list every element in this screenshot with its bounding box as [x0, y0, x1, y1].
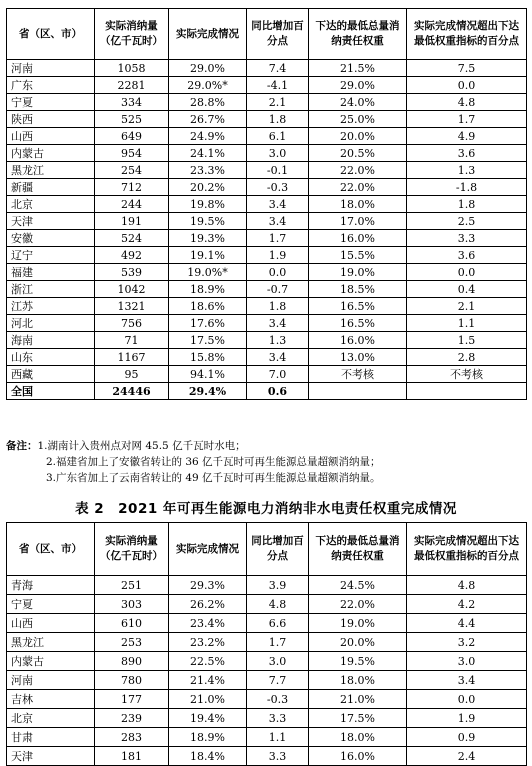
table-cell: 1.9 — [247, 247, 309, 264]
table-cell: 23.4% — [169, 614, 247, 633]
table-cell: 19.3% — [169, 230, 247, 247]
table-cell: 2.1 — [407, 298, 527, 315]
table-cell: 广东 — [7, 77, 95, 94]
table-cell: 吉林 — [7, 690, 95, 709]
table-cell: 3.4 — [247, 213, 309, 230]
table-row — [7, 332, 527, 349]
table-cell: 24.0% — [309, 94, 407, 111]
note-line-2: 2.福建省加上了安徽省转让的 36 亿千瓦时可再生能源总量超额消纳量； — [46, 456, 381, 468]
table-cell: 28.8% — [169, 94, 247, 111]
table-cell: 山西 — [7, 614, 95, 633]
table-row — [7, 162, 527, 179]
table-cell: 内蒙古 — [7, 145, 95, 162]
table-cell: 北京 — [7, 709, 95, 728]
table-row — [7, 298, 527, 315]
table-row — [7, 94, 527, 111]
table-cell: 辽宁 — [7, 247, 95, 264]
table-cell: 20.0% — [309, 633, 407, 652]
table-cell: 18.0% — [309, 728, 407, 747]
table-cell: 新疆 — [7, 179, 95, 196]
table-row — [7, 315, 527, 332]
table-cell: 780 — [95, 671, 169, 690]
table-row — [7, 111, 527, 128]
column-header: 实际完成情况超出下达最低权重指标的百分点 — [407, 523, 527, 576]
table-2-title: 表 2 2021 年可再生能源电力消纳非水电责任权重完成情况 — [75, 501, 457, 517]
table-cell: 0.0 — [407, 77, 527, 94]
table-cell: 2.8 — [407, 349, 527, 366]
column-header: 实际完成情况 — [169, 523, 247, 576]
table-cell: 2.1 — [247, 94, 309, 111]
table-cell: 西藏 — [7, 366, 95, 383]
table-cell: 19.0% — [309, 264, 407, 281]
total-cell — [309, 383, 407, 400]
table-cell: 181 — [95, 747, 169, 766]
table-cell: -0.1 — [247, 162, 309, 179]
table-cell: 3.0 — [247, 145, 309, 162]
header-row — [7, 9, 527, 60]
table-cell: 不考核 — [309, 366, 407, 383]
total-cell: 24446 — [95, 383, 169, 400]
table-row — [7, 196, 527, 213]
table-cell: 天津 — [7, 213, 95, 230]
table-cell: 4.4 — [407, 614, 527, 633]
table-cell: 甘肃 — [7, 728, 95, 747]
table-cell: 青海 — [7, 576, 95, 595]
table-cell: 18.6% — [169, 298, 247, 315]
table-cell: 13.0% — [309, 349, 407, 366]
table-cell: 1.7 — [407, 111, 527, 128]
table-cell: 29.0% — [309, 77, 407, 94]
table-cell: 4.8 — [247, 595, 309, 614]
table-row — [7, 747, 527, 766]
table-cell: 1.8 — [407, 196, 527, 213]
table-row — [7, 281, 527, 298]
table-cell: 1.8 — [247, 111, 309, 128]
table-cell: 3.3 — [247, 747, 309, 766]
table-2 — [6, 522, 527, 766]
table-cell: -0.3 — [247, 179, 309, 196]
table-cell: 2.4 — [407, 747, 527, 766]
table-cell: 17.5% — [309, 709, 407, 728]
total-cell: 29.4% — [169, 383, 247, 400]
table-row — [7, 366, 527, 383]
column-header: 实际完成情况 — [169, 9, 247, 60]
table-cell: 0.9 — [407, 728, 527, 747]
column-header: 下达的最低总量消纳责任权重 — [309, 9, 407, 60]
table-cell: 756 — [95, 315, 169, 332]
table-cell: 25.0% — [309, 111, 407, 128]
table-cell: 610 — [95, 614, 169, 633]
table-cell: 3.2 — [407, 633, 527, 652]
table-cell: 1058 — [95, 60, 169, 77]
table-cell: 河南 — [7, 671, 95, 690]
column-header: 同比增加百分点 — [247, 9, 309, 60]
table-cell: 7.0 — [247, 366, 309, 383]
header-row — [7, 523, 527, 576]
table-cell: 3.3 — [407, 230, 527, 247]
table-cell: 陕西 — [7, 111, 95, 128]
table-cell: 4.8 — [407, 576, 527, 595]
table-cell: 525 — [95, 111, 169, 128]
table-cell: 22.0% — [309, 179, 407, 196]
table-cell: 1.3 — [247, 332, 309, 349]
table-cell: 3.4 — [247, 315, 309, 332]
table-cell: 3.6 — [407, 145, 527, 162]
table-cell: 244 — [95, 196, 169, 213]
table-row — [7, 247, 527, 264]
table-cell: -4.1 — [247, 77, 309, 94]
table-cell: -1.8 — [407, 179, 527, 196]
table-cell: 95 — [95, 366, 169, 383]
table-cell: 1.7 — [247, 230, 309, 247]
table-cell: 239 — [95, 709, 169, 728]
column-header: 省（区、市） — [7, 9, 95, 60]
table-cell: 19.5% — [169, 213, 247, 230]
table-cell: 20.0% — [309, 128, 407, 145]
notes — [6, 438, 526, 486]
table-cell: 3.6 — [407, 247, 527, 264]
table-cell: 黑龙江 — [7, 633, 95, 652]
table-row — [7, 264, 527, 281]
table-cell: 19.4% — [169, 709, 247, 728]
column-header: 实际消纳量（亿千瓦时） — [95, 523, 169, 576]
table-cell: 0.0 — [247, 264, 309, 281]
table-cell: 1321 — [95, 298, 169, 315]
table-cell: 18.4% — [169, 747, 247, 766]
column-header: 同比增加百分点 — [247, 523, 309, 576]
table-cell: 177 — [95, 690, 169, 709]
table-cell: 15.5% — [309, 247, 407, 264]
table-cell: 3.0 — [407, 652, 527, 671]
table-cell: 251 — [95, 576, 169, 595]
table-cell: 524 — [95, 230, 169, 247]
table-cell: 18.0% — [309, 196, 407, 213]
table-cell: 福建 — [7, 264, 95, 281]
table-cell: 21.0% — [309, 690, 407, 709]
table-cell: 19.8% — [169, 196, 247, 213]
table-cell: 649 — [95, 128, 169, 145]
table-cell: 1167 — [95, 349, 169, 366]
table-cell: 539 — [95, 264, 169, 281]
table-cell: 22.0% — [309, 595, 407, 614]
table-cell: 0.4 — [407, 281, 527, 298]
table-cell: 河南 — [7, 60, 95, 77]
table-cell: 1.1 — [407, 315, 527, 332]
table-cell: 黑龙江 — [7, 162, 95, 179]
table-cell: 29.0% — [169, 60, 247, 77]
table-cell: 1042 — [95, 281, 169, 298]
table-cell: 1.1 — [247, 728, 309, 747]
table-cell: 不考核 — [407, 366, 527, 383]
table-row — [7, 690, 527, 709]
table-cell: 954 — [95, 145, 169, 162]
table-row — [7, 614, 527, 633]
table-cell: 7.7 — [247, 671, 309, 690]
total-row — [7, 383, 527, 400]
table-cell: 6.6 — [247, 614, 309, 633]
table-cell: 191 — [95, 213, 169, 230]
table-cell: 3.3 — [247, 709, 309, 728]
notes-label: 备注： — [6, 440, 38, 452]
table-cell: 16.5% — [309, 298, 407, 315]
table-cell: 2281 — [95, 77, 169, 94]
table-cell: 21.4% — [169, 671, 247, 690]
table-row — [7, 213, 527, 230]
total-cell: 全国 — [7, 383, 95, 400]
table-cell: 2.5 — [407, 213, 527, 230]
table-cell: 18.9% — [169, 728, 247, 747]
table-row — [7, 179, 527, 196]
column-header: 实际完成情况超出下达最低权重指标的百分点 — [407, 9, 527, 60]
table-cell: 北京 — [7, 196, 95, 213]
table-cell: 26.7% — [169, 111, 247, 128]
table-cell: 7.4 — [247, 60, 309, 77]
table-cell: 24.9% — [169, 128, 247, 145]
table-cell: 宁夏 — [7, 94, 95, 111]
table-row — [7, 671, 527, 690]
table-cell: 浙江 — [7, 281, 95, 298]
table-cell: 18.5% — [309, 281, 407, 298]
table-cell: -0.7 — [247, 281, 309, 298]
column-header: 省（区、市） — [7, 523, 95, 576]
table-cell: 712 — [95, 179, 169, 196]
table-cell: 18.0% — [309, 671, 407, 690]
note-line-1: 备注：1.湖南计入贵州点对网 45.5 亿千瓦时水电； — [6, 440, 246, 452]
table-row — [7, 576, 527, 595]
table-cell: 26.2% — [169, 595, 247, 614]
table-row — [7, 349, 527, 366]
table-cell: 3.9 — [247, 576, 309, 595]
table-cell: 20.5% — [309, 145, 407, 162]
table-cell: 23.2% — [169, 633, 247, 652]
table-row — [7, 633, 527, 652]
table-cell: 6.1 — [247, 128, 309, 145]
table-cell: 17.6% — [169, 315, 247, 332]
table-cell: 23.3% — [169, 162, 247, 179]
table-cell: 3.4 — [247, 349, 309, 366]
table-cell: 天津 — [7, 747, 95, 766]
table-cell: 7.5 — [407, 60, 527, 77]
table-cell: 24.1% — [169, 145, 247, 162]
table-cell: 15.8% — [169, 349, 247, 366]
table-cell: 22.5% — [169, 652, 247, 671]
table-cell: 283 — [95, 728, 169, 747]
table-cell: 16.0% — [309, 747, 407, 766]
table-cell: 254 — [95, 162, 169, 179]
table-cell: 303 — [95, 595, 169, 614]
table-cell: 江苏 — [7, 298, 95, 315]
table-cell: 890 — [95, 652, 169, 671]
table-cell: 29.0%* — [169, 77, 247, 94]
table-cell: 19.5% — [309, 652, 407, 671]
table-cell: 1.8 — [247, 298, 309, 315]
table-row — [7, 709, 527, 728]
table-cell: 17.5% — [169, 332, 247, 349]
table-cell: 0.0 — [407, 690, 527, 709]
table-cell: 253 — [95, 633, 169, 652]
table-row — [7, 652, 527, 671]
table-cell: 19.0% — [309, 614, 407, 633]
table-cell: 1.5 — [407, 332, 527, 349]
table-cell: 18.9% — [169, 281, 247, 298]
table-cell: 河北 — [7, 315, 95, 332]
table-cell: 94.1% — [169, 366, 247, 383]
table-row — [7, 128, 527, 145]
table-cell: 19.0%* — [169, 264, 247, 281]
table-cell: 内蒙古 — [7, 652, 95, 671]
table-cell: 20.2% — [169, 179, 247, 196]
table-row — [7, 77, 527, 94]
table-cell: 海南 — [7, 332, 95, 349]
table-cell: 16.0% — [309, 230, 407, 247]
table-1 — [6, 8, 527, 400]
table-cell: 16.0% — [309, 332, 407, 349]
table-cell: 安徽 — [7, 230, 95, 247]
table-cell: 宁夏 — [7, 595, 95, 614]
table-cell: 山西 — [7, 128, 95, 145]
table-cell: 24.5% — [309, 576, 407, 595]
total-cell — [407, 383, 527, 400]
table-cell: 1.3 — [407, 162, 527, 179]
table-cell: 1.7 — [247, 633, 309, 652]
table-row — [7, 230, 527, 247]
table-cell: 4.9 — [407, 128, 527, 145]
table-cell: 492 — [95, 247, 169, 264]
table-cell: 19.1% — [169, 247, 247, 264]
table-cell: 3.0 — [247, 652, 309, 671]
table-row — [7, 60, 527, 77]
table-cell: 4.8 — [407, 94, 527, 111]
table-cell: 3.4 — [247, 196, 309, 213]
table-row — [7, 728, 527, 747]
table-cell: 22.0% — [309, 162, 407, 179]
table-row — [7, 145, 527, 162]
table-cell: 1.9 — [407, 709, 527, 728]
table-row — [7, 595, 527, 614]
table-cell: 4.2 — [407, 595, 527, 614]
table-cell: 334 — [95, 94, 169, 111]
table-cell: 0.0 — [407, 264, 527, 281]
table-cell: 山东 — [7, 349, 95, 366]
table-cell: 3.4 — [407, 671, 527, 690]
table-cell: 16.5% — [309, 315, 407, 332]
table-cell: 29.3% — [169, 576, 247, 595]
note-line-3: 3.广东省加上了云南省转让的 49 亿千瓦时可再生能源总量超额消纳量。 — [46, 472, 381, 484]
table-cell: 71 — [95, 332, 169, 349]
total-cell: 0.6 — [247, 383, 309, 400]
table-cell: 21.5% — [309, 60, 407, 77]
table-cell: 17.0% — [309, 213, 407, 230]
table-cell: 21.0% — [169, 690, 247, 709]
column-header: 实际消纳量（亿千瓦时） — [95, 9, 169, 60]
table-cell: -0.3 — [247, 690, 309, 709]
column-header: 下达的最低总量消纳责任权重 — [309, 523, 407, 576]
